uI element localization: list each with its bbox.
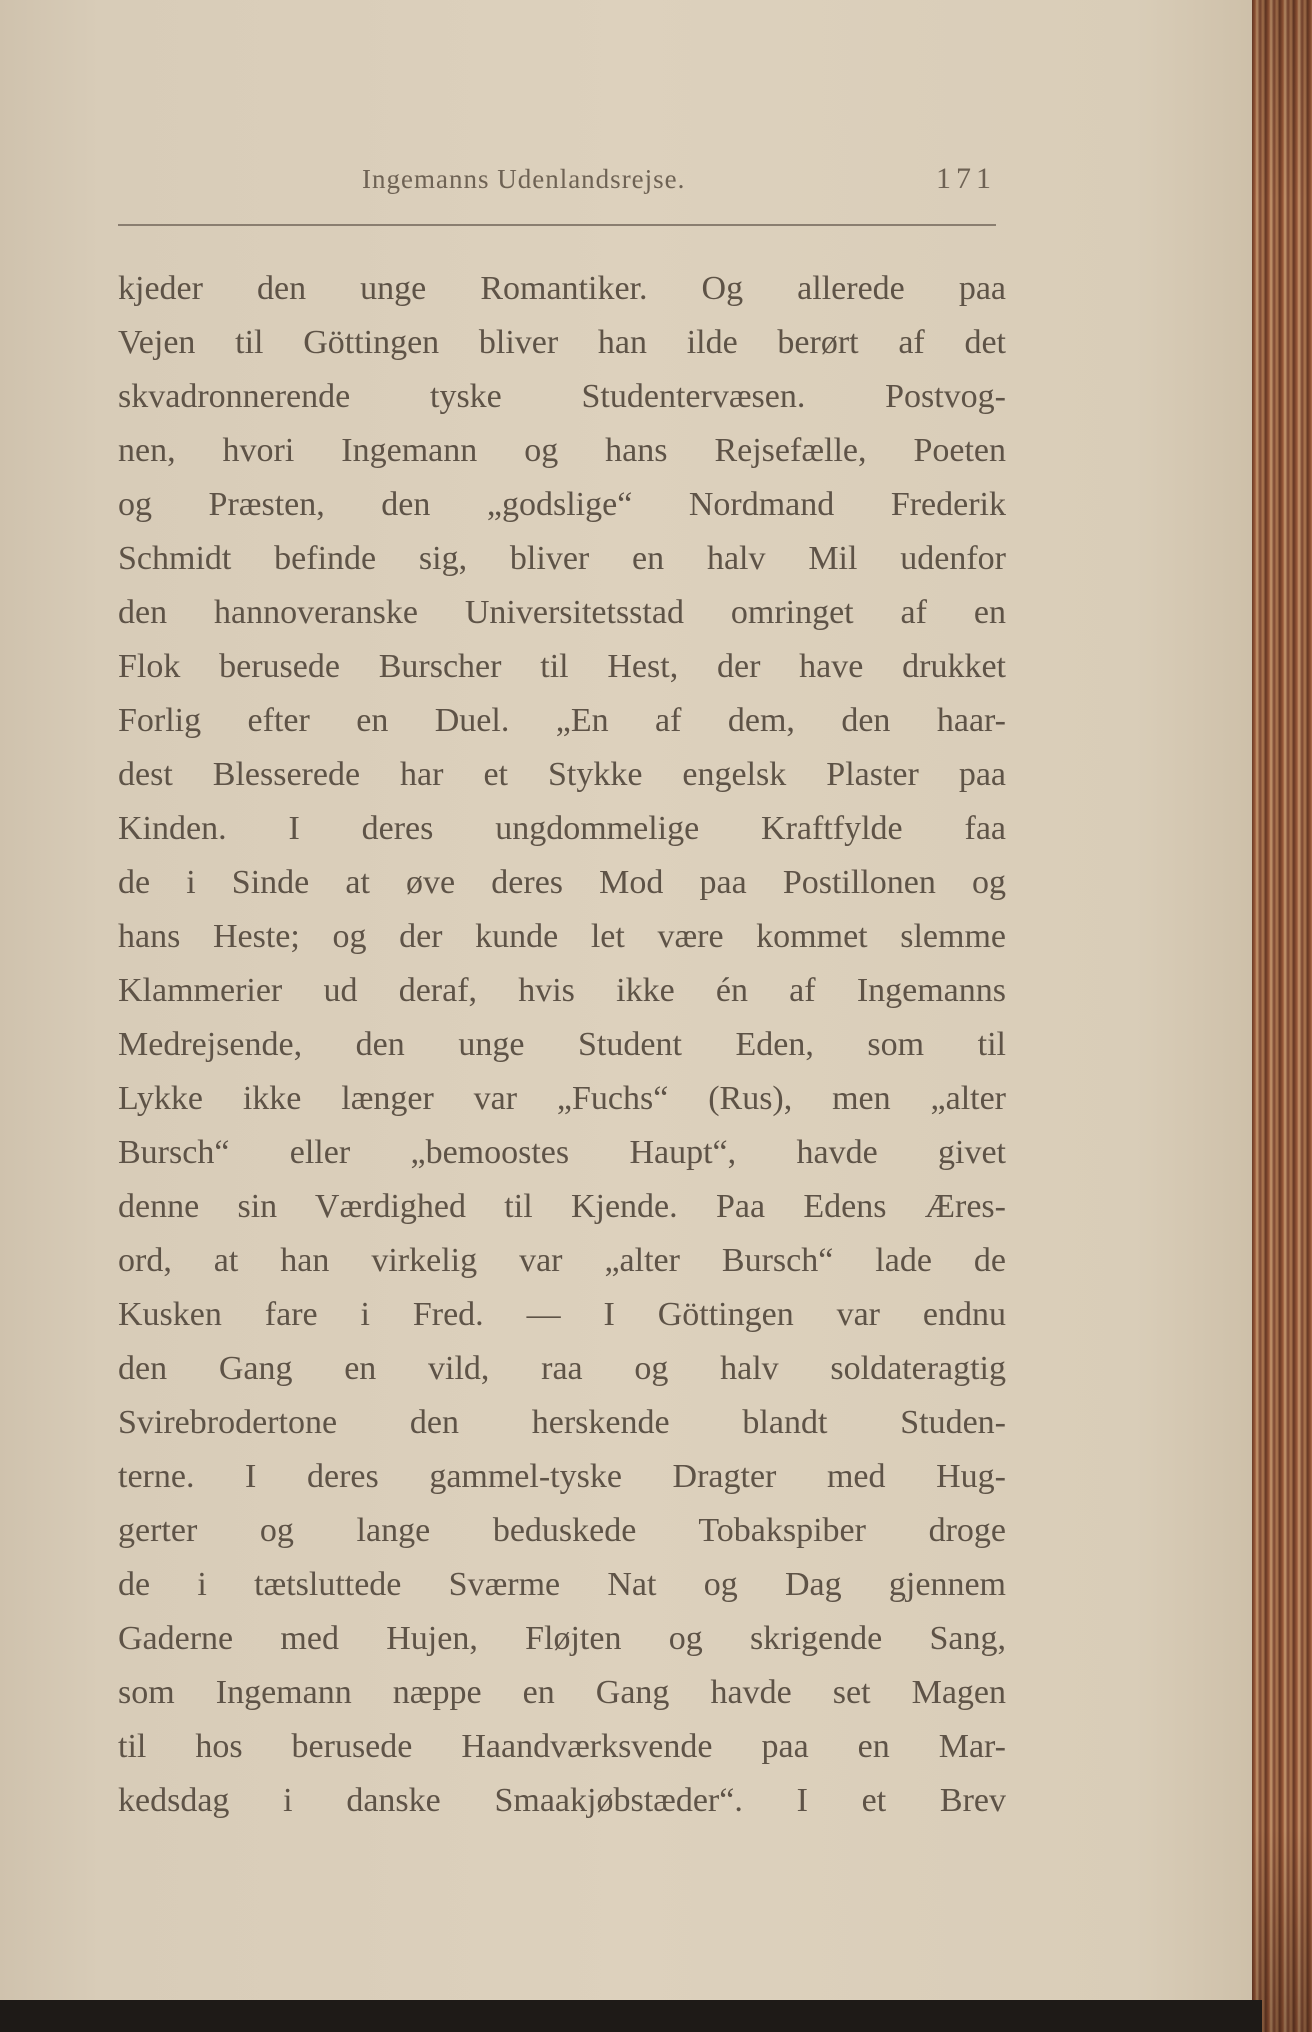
- text-line: dest Blesserede har et Stykke engelsk Plaster paa: [118, 756, 1006, 793]
- text-line: Forlig efter en Duel. „En af dem, den haar-: [118, 702, 1006, 739]
- text-line: Medrejsende, den unge Student Eden, som til: [118, 1026, 1006, 1063]
- text-line: den Gang en vild, raa og halv soldateragtig: [118, 1350, 1006, 1387]
- text-line: den hannoveranske Universitetsstad omringet af en: [118, 594, 1006, 631]
- running-head: [118, 160, 996, 204]
- text-line: ord, at han virkelig var „alter Bursch“ lade de: [118, 1242, 1006, 1279]
- text-line: Vejen til Göttingen bliver han ilde berørt af det: [118, 324, 1006, 361]
- header-rule: [118, 224, 996, 226]
- page-edges: [1252, 0, 1312, 2032]
- text-line: de i Sinde at øve deres Mod paa Postillonen og: [118, 864, 1006, 901]
- text-line: Kusken fare i Fred. — I Göttingen var endnu: [118, 1296, 1006, 1333]
- text-line: hans Heste; og der kunde let være kommet slemme: [118, 918, 1006, 955]
- running-title: Ingemanns Udenlandsrejse.: [362, 164, 686, 194]
- body-text: [118, 262, 1018, 1828]
- text-line: skvadronnerende tyske Studentervæsen. Postvog-: [118, 378, 1006, 415]
- text-line: som Ingemann næppe en Gang havde set Magen: [118, 1674, 1006, 1711]
- text-line: Lykke ikke længer var „Fuchs“ (Rus), men „alter: [118, 1080, 1006, 1117]
- text-line: til hos berusede Haandværksvende paa en Mar-: [118, 1728, 1006, 1765]
- text-line: gerter og lange beduskede Tobakspiber droge: [118, 1512, 1006, 1549]
- page-edges-shading: [1252, 0, 1312, 2032]
- text-line: kjeder den unge Romantiker. Og allerede paa: [118, 270, 1006, 307]
- text-line: Svirebrodertone den herskende blandt Studen-: [118, 1404, 1006, 1441]
- page-number: 171: [936, 162, 996, 195]
- text-line: kedsdag i danske Smaakjøbstæder“. I et Brev: [118, 1782, 1006, 1819]
- text-line: Bursch“ eller „bemoostes Haupt“, havde givet: [118, 1134, 1006, 1171]
- text-line: denne sin Værdighed til Kjende. Paa Edens Æres-: [118, 1188, 1006, 1225]
- text-line: Flok berusede Burscher til Hest, der have drukket: [118, 648, 1006, 685]
- text-line: Kinden. I deres ungdommelige Kraftfylde faa: [118, 810, 1006, 847]
- bottom-shadow: [0, 2000, 1262, 2032]
- text-line: Gaderne med Hujen, Fløjten og skrigende Sang,: [118, 1620, 1006, 1657]
- text-line: terne. I deres gammel-tyske Dragter med Hug-: [118, 1458, 1006, 1495]
- text-line: Klammerier ud deraf, hvis ikke én af Ingemanns: [118, 972, 1006, 1009]
- text-line: de i tætsluttede Sværme Nat og Dag gjennem: [118, 1566, 1006, 1603]
- text-line: og Præsten, den „godslige“ Nordmand Frederik: [118, 486, 1006, 523]
- text-line: Schmidt befinde sig, bliver en halv Mil udenfor: [118, 540, 1006, 577]
- text-line: nen, hvori Ingemann og hans Rejsefælle, Poeten: [118, 432, 1006, 469]
